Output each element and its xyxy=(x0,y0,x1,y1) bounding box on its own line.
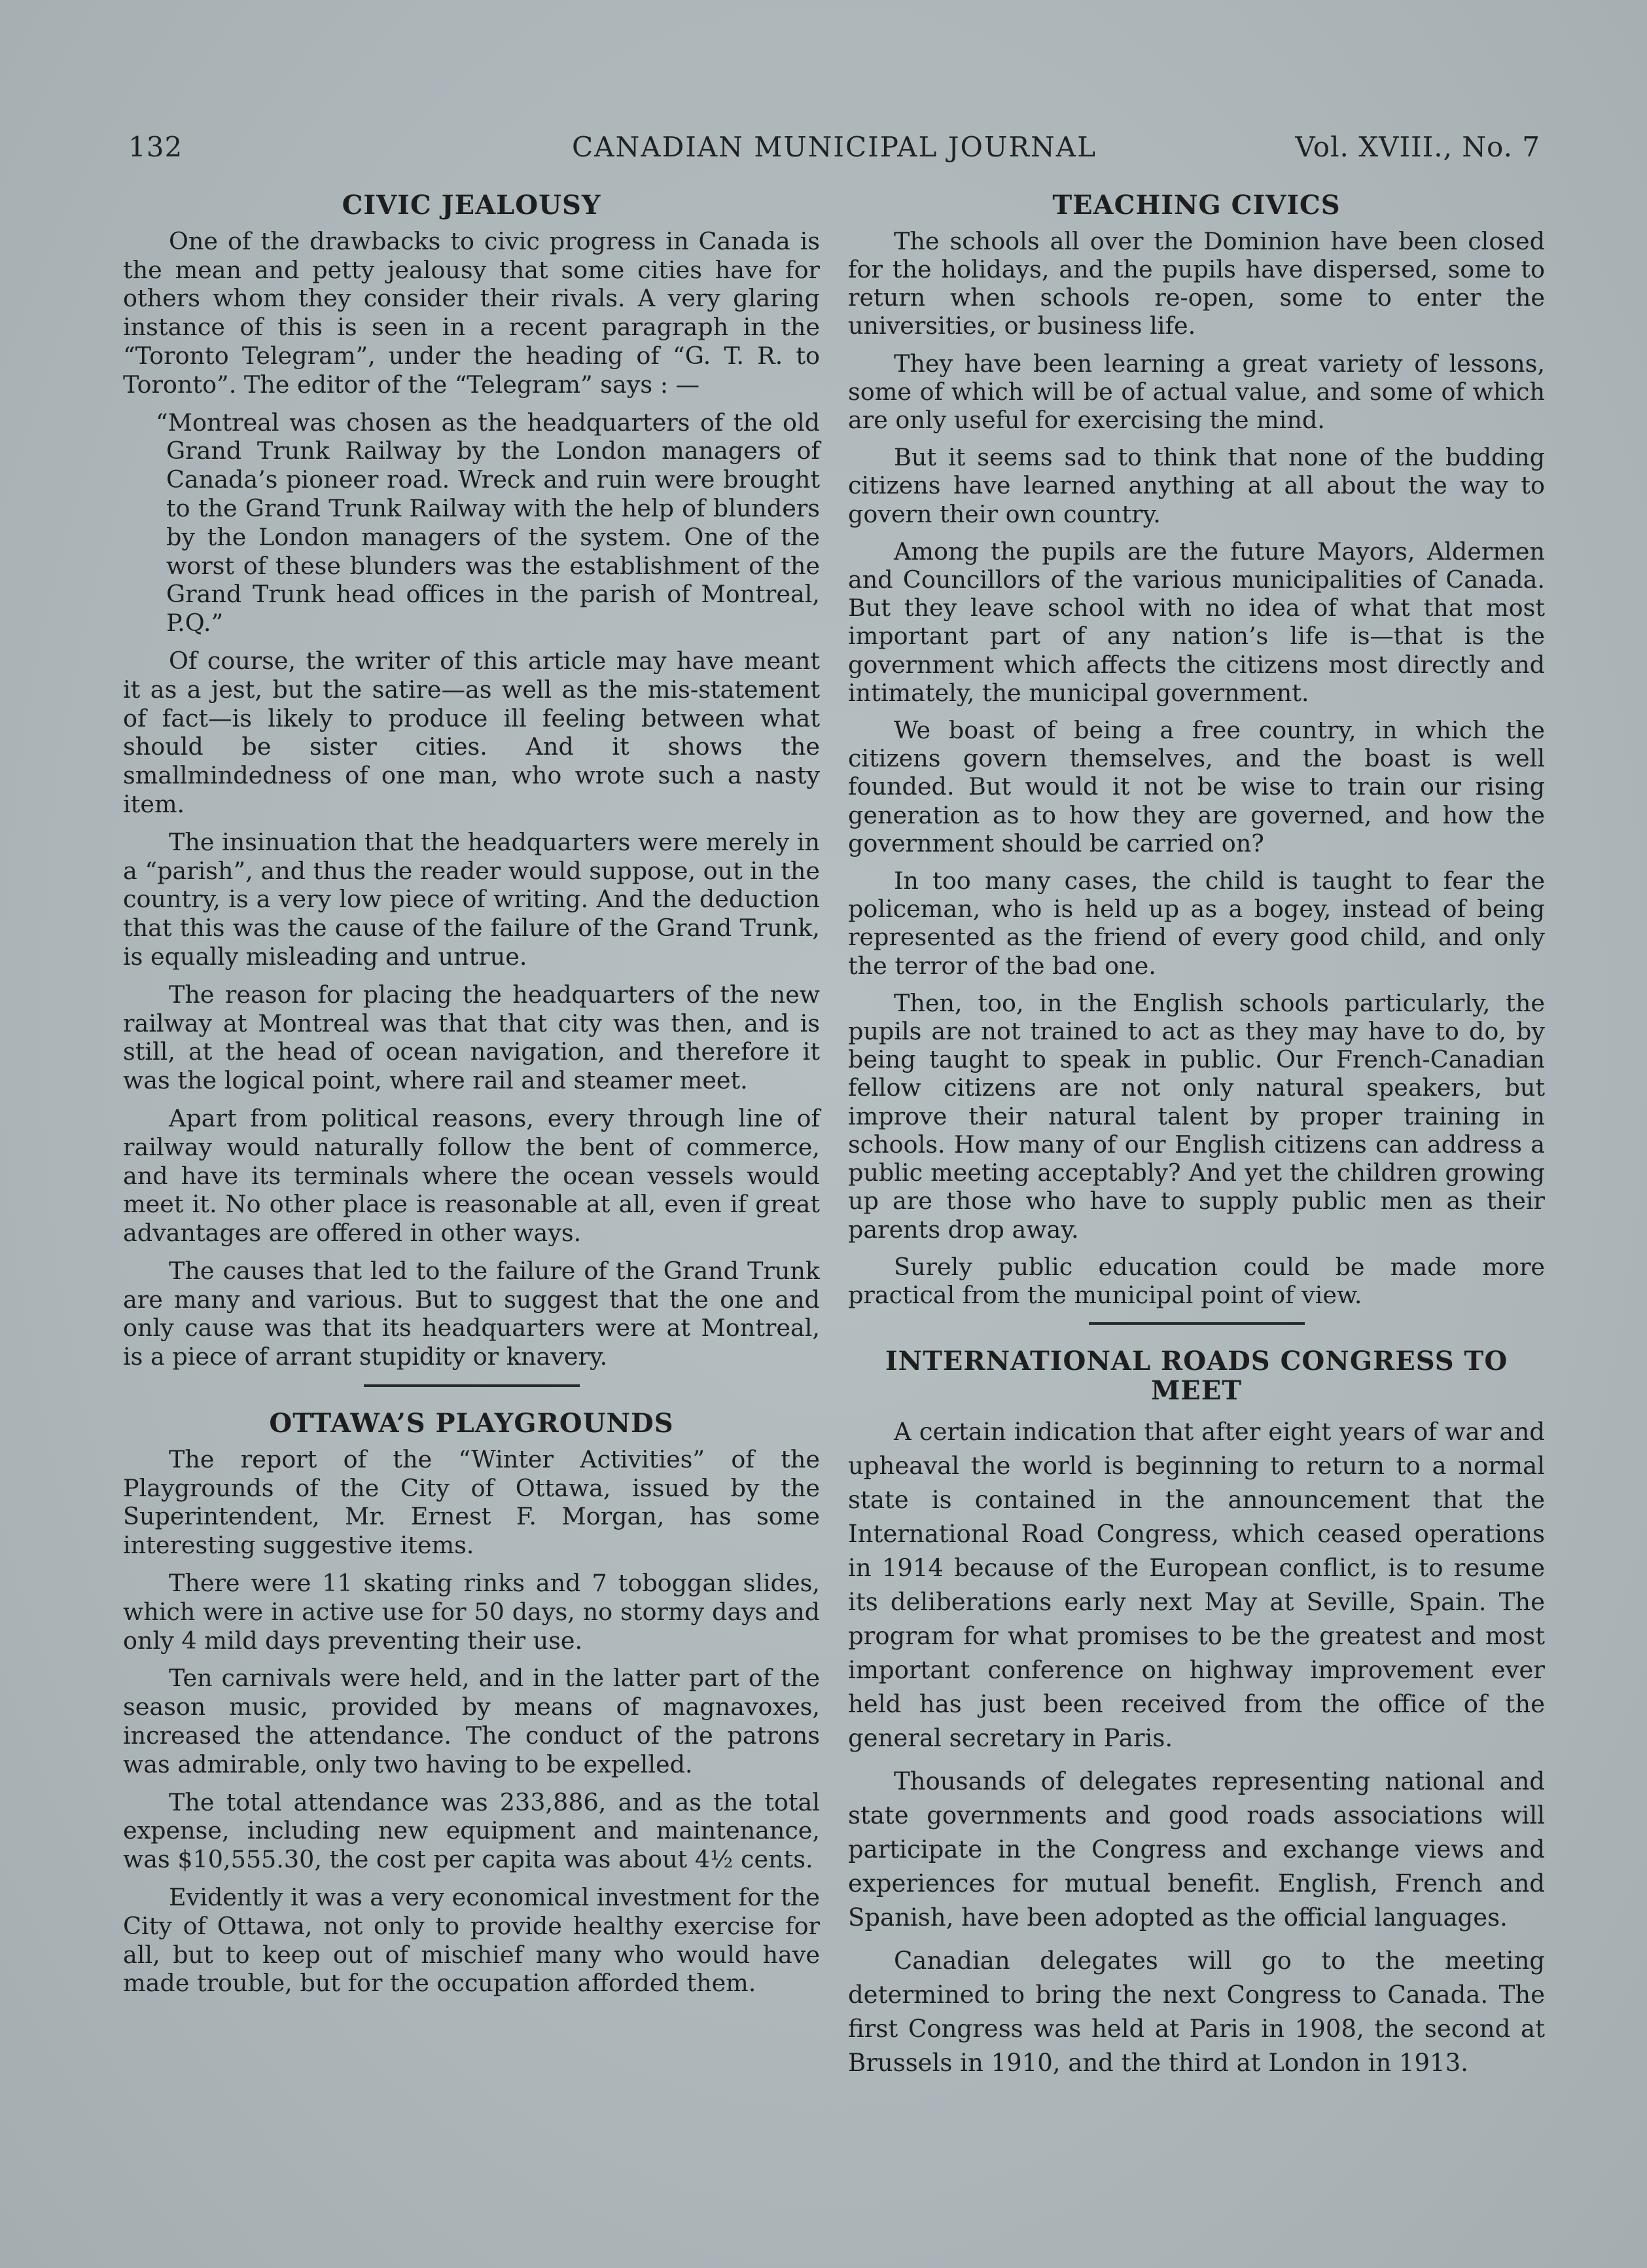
article-paragraph: The causes that led to the failure of the Grand Trunk are many and various. But to suggest that the one and only cause was that its headquarters were at Montreal, is a piece of arrant stupidity or knavery. xyxy=(123,1256,820,1371)
article-paragraph: The schools all over the Dominion have been closed for the holidays, and the pupils have dispersed, some to return when schools re-open, some to enter the universities, or business life. xyxy=(848,226,1545,340)
article-paragraph: They have been learning a great variety of lessons, some of which will be of actual value, and some of which are only useful for exercising the mind. xyxy=(848,349,1545,435)
article-paragraph: The report of the “Winter Activities” of the Playgrounds of the City of Ottawa, issued by the Superintendent, Mr. Ernest F. Morgan, has some interesting suggestive items. xyxy=(123,1445,820,1560)
article-paragraph: But it seems sad to think that none of the budding citizens have learned anything at all about the way to govern their own country. xyxy=(848,443,1545,528)
article-title: TEACHING CIVICS xyxy=(1052,190,1341,221)
article-paragraph: One of the drawbacks to civic progress in Canada is the mean and petty jealousy that some cities have for others whom they consider their rivals. A very glaring instance of this is seen in a recent paragraph in the “Toronto Telegram”, under the heading of “G. T. R. to Toronto”. The editor of the “Telegram” says : — xyxy=(123,226,820,399)
article-international-roads-congress xyxy=(848,1347,1545,2080)
volume-number: Vol. XVIII., No. 7 xyxy=(1295,131,1540,163)
section-divider xyxy=(1089,1322,1305,1325)
article-paragraph: There were 11 skating rinks and 7 toboggan slides, which were in active use for 50 days, no stormy days and only 4 mild days preventing their use. xyxy=(123,1569,820,1655)
quoted-paragraph: “Montreal was chosen as the headquarters of the old Grand Trunk Railway by the London managers of Canada’s pioneer road. Wreck and ruin were brought to the Grand Trunk Railway with the help of blunders by the London managers of the system. One of the worst of these blunders was the establishment of the Grand Trunk head offices in the parish of Montreal, P.Q.” xyxy=(156,408,820,638)
article-paragraph: Of course, the writer of this article may have meant it as a jest, but the satire—as well as the mis-statement of fact—is likely to produce ill feeling between what should be sister cities. And it shows the smallmindedness of one man, who wrote such a nasty item. xyxy=(123,646,820,818)
article-paragraph: The total attendance was 233,886, and as the total expense, including new equipment and maintenance, was $10,555.30, the cost per capita was about 4½ cents. xyxy=(123,1788,820,1874)
running-head xyxy=(128,131,1540,171)
article-paragraph: The reason for placing the headquarters of the new railway at Montreal was that that city was then, and is still, at the head of ocean navigation, and therefore it was the logical point, where rail and steamer meet. xyxy=(123,980,820,1095)
article-title: OTTAWA’S PLAYGROUNDS xyxy=(269,1408,674,1439)
article-paragraph: Surely public education could be made more practical from the municipal point of view. xyxy=(848,1252,1545,1309)
article-paragraph: Then, too, in the English schools particularly, the pupils are not trained to act as they may have to do, by being taught to speak in public. Our French-Canadian fellow citizens are not only natural speakers, but improve their natural talent by proper training in schools. How many of our English citizens can address a public meeting acceptably? And yet the children growing up are those who have to supply public men as their parents drop away. xyxy=(848,988,1545,1244)
article-paragraph: We boast of being a free country, in which the citizens govern themselves, and the boast is well founded. But would it not be wise to train our rising generation as to how they are governed, and how the government should be carried on? xyxy=(848,716,1545,857)
page-number: 132 xyxy=(128,131,183,163)
article-paragraph: Canadian delegates will go to the meeting determined to bring the next Congress to Canada. The first Congress was held at Paris in 1908, the second at Brussels in 1910, and the third at London in 1913. xyxy=(848,1946,1545,2077)
article-title: INTERNATIONAL ROADS CONGRESS TO MEET xyxy=(885,1346,1508,1406)
article-paragraph: In too many cases, the child is taught to fear the policeman, who is held up as a bogey, instead of being represented as the friend of every good child, and only the terror of the bad one. xyxy=(848,867,1545,980)
article-civic-jealousy xyxy=(123,191,820,1371)
article-teaching-civics xyxy=(848,191,1545,1309)
article-ottawas-playgrounds xyxy=(123,1409,820,1998)
article-paragraph: The insinuation that the headquarters were merely in a “parish”, and thus the reader would suppose, out in the country, is a very low piece of writing. And the deduction that this was the cause of the failure of the Grand Trunk, is equally misleading and untrue. xyxy=(123,827,820,971)
journal-title: CANADIAN MUNICIPAL JOURNAL xyxy=(572,131,1097,163)
article-paragraph: Ten carnivals were held, and in the latter part of the season music, provided by means of magnavoxes, increased the attendance. The conduct of the patrons was admirable, only two having to be expelled. xyxy=(123,1664,820,1778)
article-paragraph: Thousands of delegates representing national and state governments and good roads associations will participate in the Congress and exchange views and experiences for mutual benefit. English, French and Spanish, have been adopted as the official languages. xyxy=(848,1767,1545,1932)
article-paragraph: Apart from political reasons, every through line of railway would naturally follow the bent of commerce, and have its terminals where the ocean vessels would meet it. No other place is reasonable at all, even if great advantages are offered in other ways. xyxy=(123,1104,820,1248)
article-title: CIVIC JEALOUSY xyxy=(342,190,601,221)
section-divider xyxy=(364,1384,580,1387)
right-column xyxy=(848,191,1545,2089)
article-paragraph: Among the pupils are the future Mayors, Aldermen and Councillors of the various municipalities of Canada. But they leave school with no idea of what that most important part of any nation’s life is—that is the government which affects the citizens most directly and intimately, the municipal government. xyxy=(848,537,1545,707)
article-paragraph: Evidently it was a very economical investment for the City of Ottawa, not only to provide healthy exercise for all, but to keep out of mischief many who would have made trouble, but for the occupation afforded them. xyxy=(123,1883,820,1998)
article-paragraph: A certain indication that after eight years of war and upheaval the world is beginning to return to a normal state is contained in the announcement that the International Road Congress, which ceased operations in 1914 because of the European conflict, is to resume its deliberations early next May at Seville, Spain. The program for what promises to be the greatest and most important conference on highway improvement ever held has just been received from the office of the general secretary in Paris. xyxy=(848,1417,1545,1752)
left-column xyxy=(123,191,820,2007)
